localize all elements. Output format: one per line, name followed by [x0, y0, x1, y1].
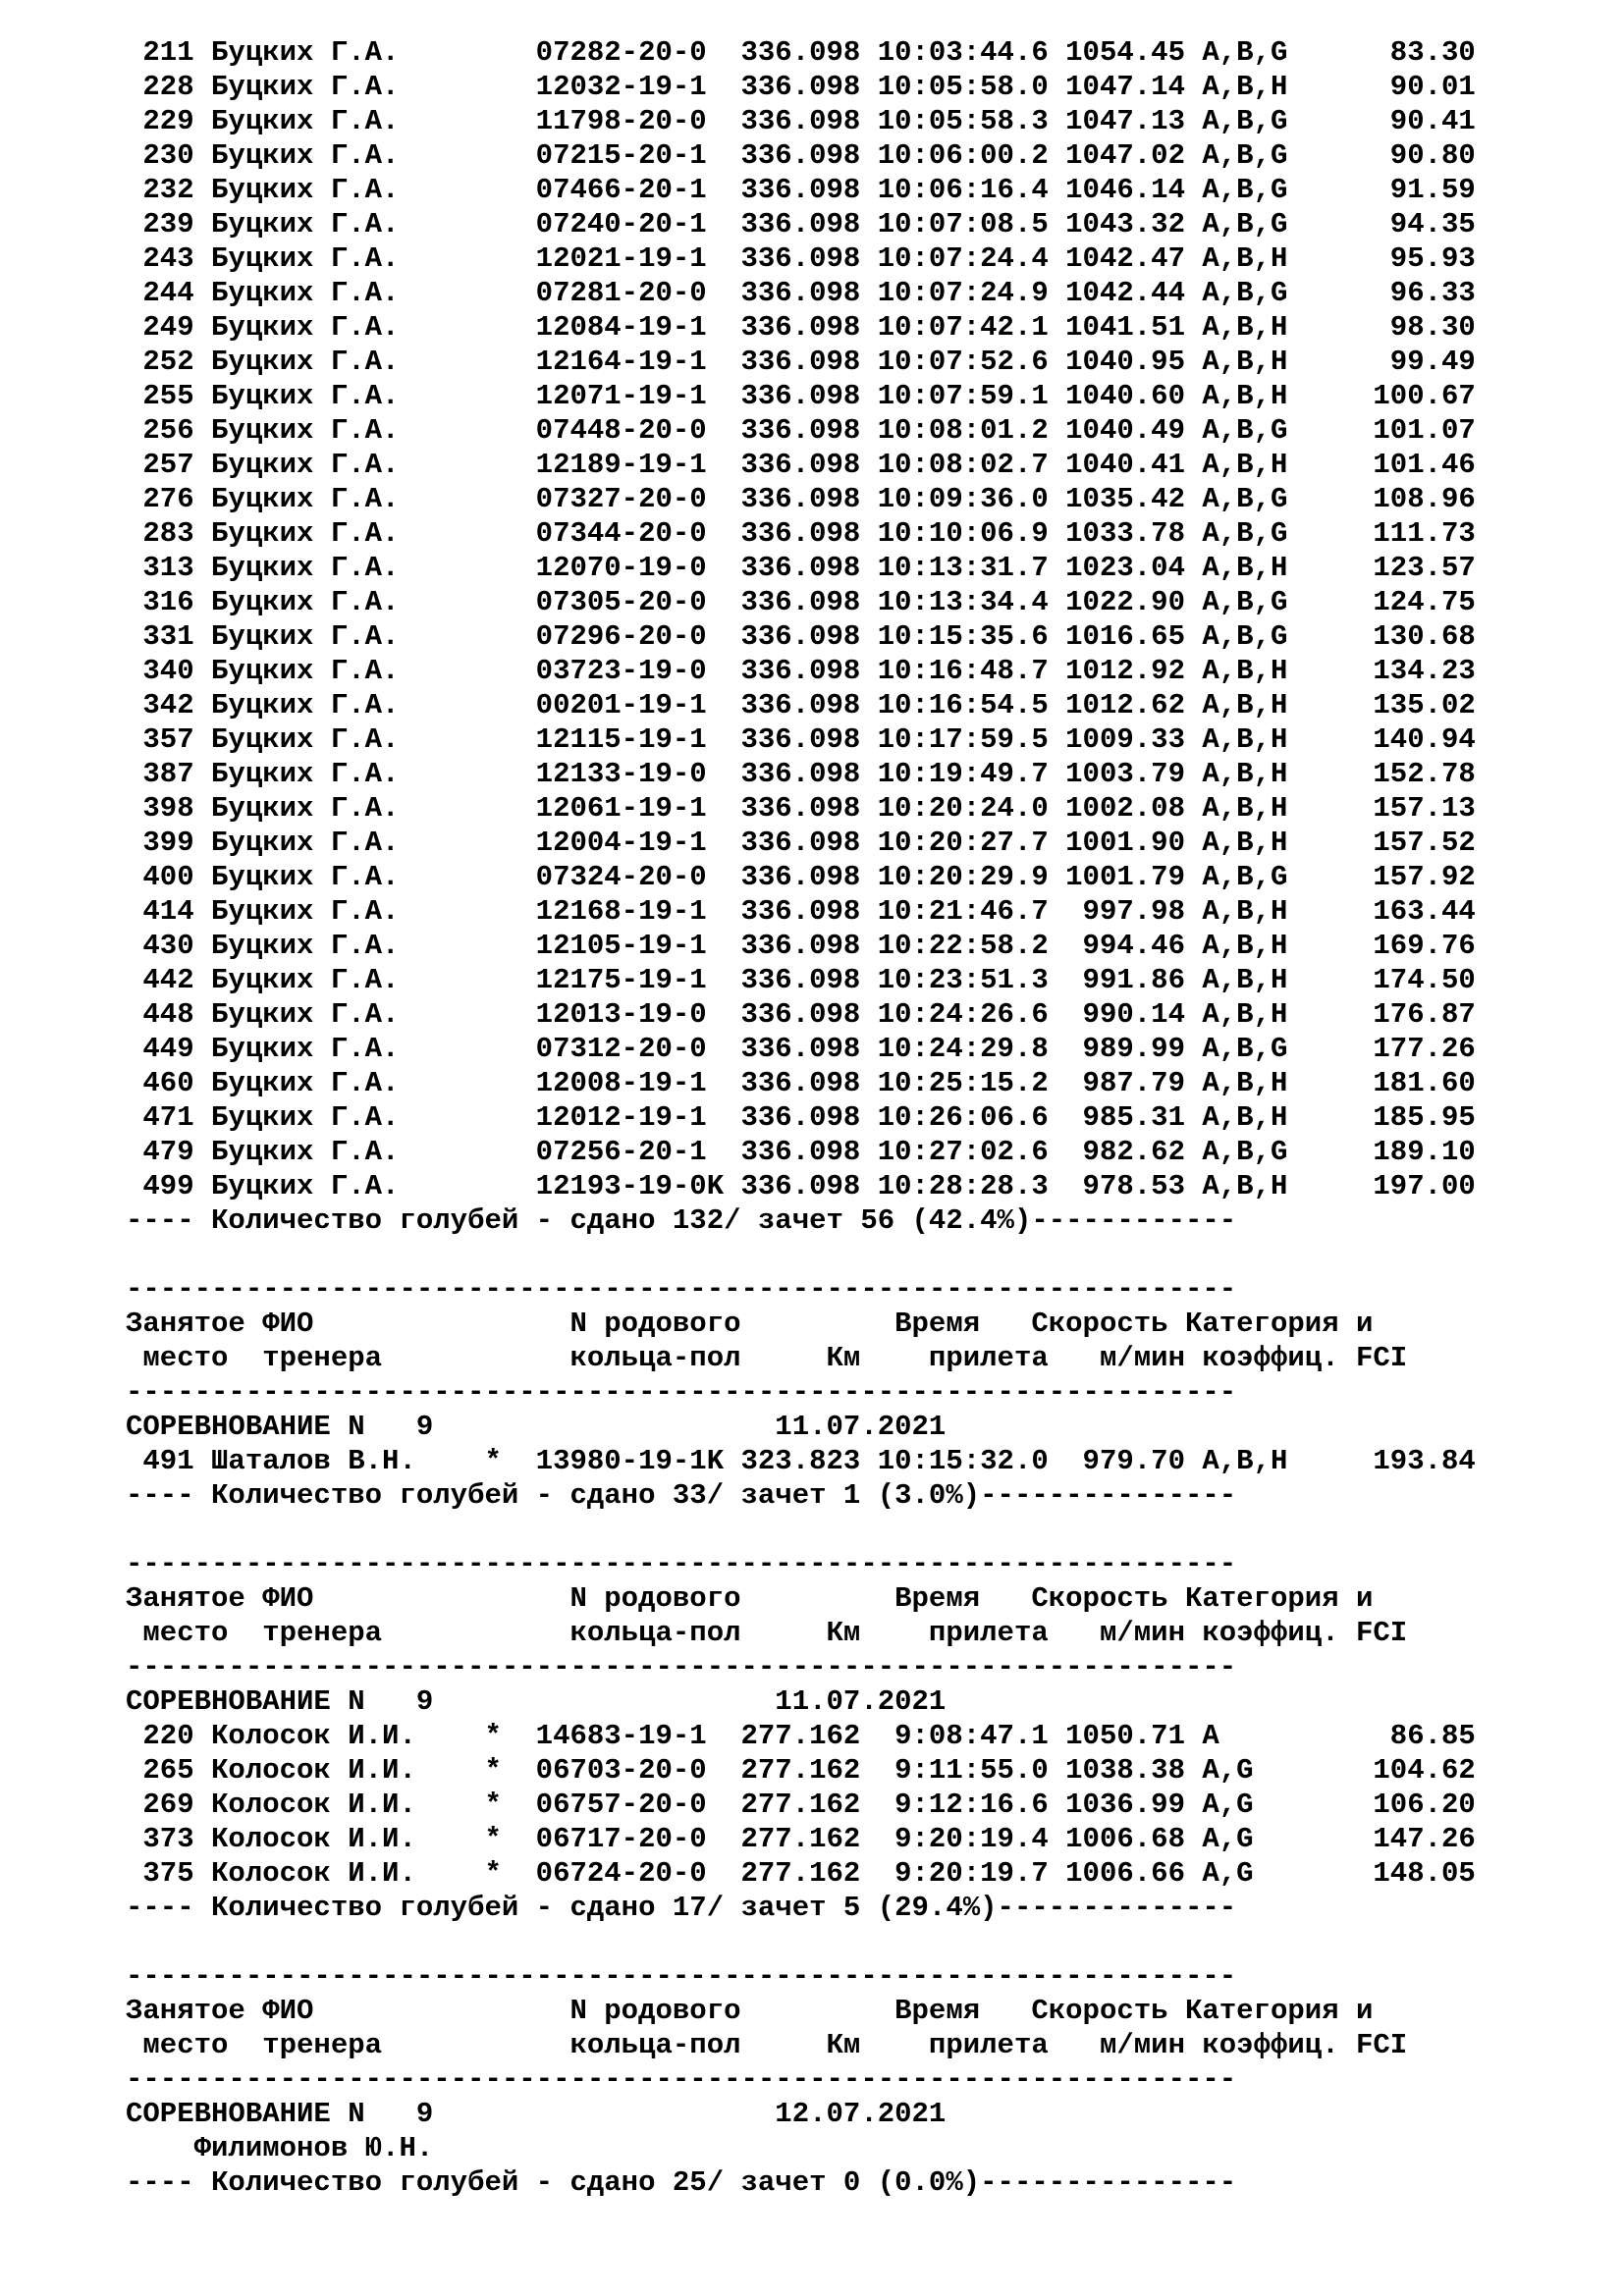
column-header: Занятое ФИО N родового Время Скорость Категория и	[126, 1308, 1374, 1340]
column-header: место тренера кольца-пол Км прилета м/мин коэффиц. FCI	[126, 2029, 1408, 2061]
result-row: 471 Буцких Г.А. 12012-19-1 336.098 10:26:06.6 985.31 A,B,H 185.95	[126, 1101, 1476, 1134]
result-row: 230 Буцких Г.А. 07215-20-1 336.098 10:06:00.2 1047.02 A,B,G 90.80	[126, 139, 1476, 172]
result-row: 269 Колосок И.И. * 06757-20-0 277.162 9:12:16.6 1036.99 A,G 106.20	[126, 1789, 1476, 1821]
summary-line: ---- Количество голубей - сдано 33/ зачет 1 (3.0%)---------------	[126, 1479, 1237, 1512]
summary-line: ---- Количество голубей - сдано 132/ зачет 56 (42.4%)------------	[126, 1204, 1237, 1237]
result-row: 373 Колосок И.И. * 06717-20-0 277.162 9:20:19.4 1006.68 A,G 147.26	[126, 1823, 1476, 1855]
result-row: 283 Буцких Г.А. 07344-20-0 336.098 10:10:06.9 1033.78 A,B,G 111.73	[126, 517, 1476, 550]
result-row: 313 Буцких Г.А. 12070-19-0 336.098 10:13:31.7 1023.04 A,B,H 123.57	[126, 552, 1476, 584]
result-row: 331 Буцких Г.А. 07296-20-0 336.098 10:15:35.6 1016.65 A,B,G 130.68	[126, 620, 1476, 653]
result-row: 491 Шаталов В.Н. * 13980-19-1K 323.823 10:15:32.0 979.70 A,B,H 193.84	[126, 1445, 1476, 1477]
result-row: 252 Буцких Г.А. 12164-19-1 336.098 10:07:52.6 1040.95 A,B,H 99.49	[126, 346, 1476, 378]
divider-line: -----------------------------------------------------------------	[126, 2063, 1237, 2096]
column-header: место тренера кольца-пол Км прилета м/мин коэффиц. FCI	[126, 1342, 1408, 1374]
divider-line: -----------------------------------------------------------------	[126, 1960, 1237, 1993]
column-header: Занятое ФИО N родового Время Скорость Категория и	[126, 1995, 1374, 2027]
divider-line: -----------------------------------------------------------------	[126, 1376, 1237, 1409]
result-row: 342 Буцких Г.А. 00201-19-1 336.098 10:16:54.5 1012.62 A,B,H 135.02	[126, 689, 1476, 721]
result-row: 211 Буцких Г.А. 07282-20-0 336.098 10:03:44.6 1054.45 A,B,G 83.30	[126, 36, 1476, 69]
result-row: 479 Буцких Г.А. 07256-20-1 336.098 10:27:02.6 982.62 A,B,G 189.10	[126, 1136, 1476, 1168]
competition-line: СОРЕВНОВАНИЕ N 9 11.07.2021	[126, 1411, 947, 1443]
blank-line	[126, 1513, 1476, 1547]
divider-line: -----------------------------------------------------------------	[126, 1651, 1237, 1683]
result-row: 448 Буцких Г.А. 12013-19-0 336.098 10:24:26.6 990.14 A,B,H 176.87	[126, 998, 1476, 1031]
result-row: 414 Буцких Г.А. 12168-19-1 336.098 10:21:46.7 997.98 A,B,H 163.44	[126, 895, 1476, 928]
result-row: 249 Буцких Г.А. 12084-19-1 336.098 10:07:42.1 1041.51 A,B,H 98.30	[126, 311, 1476, 344]
result-row: 357 Буцких Г.А. 12115-19-1 336.098 10:17:59.5 1009.33 A,B,H 140.94	[126, 723, 1476, 756]
column-header: место тренера кольца-пол Км прилета м/мин коэффиц. FCI	[126, 1617, 1408, 1649]
result-row: 430 Буцких Г.А. 12105-19-1 336.098 10:22:58.2 994.46 A,B,H 169.76	[126, 930, 1476, 962]
result-row: 256 Буцких Г.А. 07448-20-0 336.098 10:08:01.2 1040.49 A,B,G 101.07	[126, 414, 1476, 447]
summary-line: ---- Количество голубей - сдано 25/ зачет 0 (0.0%)---------------	[126, 2166, 1237, 2199]
result-row: 398 Буцких Г.А. 12061-19-1 336.098 10:20:24.0 1002.08 A,B,H 157.13	[126, 792, 1476, 825]
result-row: 449 Буцких Г.А. 07312-20-0 336.098 10:24:29.8 989.99 A,B,G 177.26	[126, 1033, 1476, 1065]
divider-line: -----------------------------------------------------------------	[126, 1273, 1237, 1306]
result-row: 316 Буцких Г.А. 07305-20-0 336.098 10:13:34.4 1022.90 A,B,G 124.75	[126, 586, 1476, 618]
result-row: 220 Колосок И.И. * 14683-19-1 277.162 9:08:47.1 1050.71 A 86.85	[126, 1720, 1476, 1752]
result-row: 239 Буцких Г.А. 07240-20-1 336.098 10:07:08.5 1043.32 A,B,G 94.35	[126, 208, 1476, 240]
result-row: 255 Буцких Г.А. 12071-19-1 336.098 10:07:59.1 1040.60 A,B,H 100.67	[126, 380, 1476, 412]
result-row: 228 Буцких Г.А. 12032-19-1 336.098 10:05:58.0 1047.14 A,B,H 90.01	[126, 71, 1476, 103]
competition-line: СОРЕВНОВАНИЕ N 9 12.07.2021	[126, 2098, 947, 2130]
summary-line: ---- Количество голубей - сдано 17/ зачет 5 (29.4%)--------------	[126, 1892, 1237, 1924]
divider-line: -----------------------------------------------------------------	[126, 1548, 1237, 1580]
result-row: 499 Буцких Г.А. 12193-19-0K 336.098 10:28:28.3 978.53 A,B,H 197.00	[126, 1170, 1476, 1202]
result-row: 387 Буцких Г.А. 12133-19-0 336.098 10:19:49.7 1003.79 A,B,H 152.78	[126, 758, 1476, 790]
result-row: 442 Буцких Г.А. 12175-19-1 336.098 10:23:51.3 991.86 A,B,H 174.50	[126, 964, 1476, 996]
blank-line	[126, 1238, 1476, 1272]
result-row: 265 Колосок И.И. * 06703-20-0 277.162 9:11:55.0 1038.38 A,G 104.62	[126, 1754, 1476, 1787]
result-row: 399 Буцких Г.А. 12004-19-1 336.098 10:20:27.7 1001.90 A,B,H 157.52	[126, 827, 1476, 859]
result-row: 257 Буцких Г.А. 12189-19-1 336.098 10:08:02.7 1040.41 A,B,H 101.46	[126, 449, 1476, 481]
result-row: 375 Колосок И.И. * 06724-20-0 277.162 9:20:19.7 1006.66 A,G 148.05	[126, 1857, 1476, 1890]
result-row: 229 Буцких Г.А. 11798-20-0 336.098 10:05:58.3 1047.13 A,B,G 90.41	[126, 105, 1476, 137]
result-row: 276 Буцких Г.А. 07327-20-0 336.098 10:09:36.0 1035.42 A,B,G 108.96	[126, 483, 1476, 515]
result-row: 460 Буцких Г.А. 12008-19-1 336.098 10:25:15.2 987.79 A,B,H 181.60	[126, 1067, 1476, 1099]
competition-line: СОРЕВНОВАНИЕ N 9 11.07.2021	[126, 1685, 947, 1718]
blank-line	[126, 1925, 1476, 1959]
trainer-line: Филимонов Ю.Н.	[126, 2132, 434, 2164]
column-header: Занятое ФИО N родового Время Скорость Категория и	[126, 1582, 1374, 1615]
result-row: 400 Буцких Г.А. 07324-20-0 336.098 10:20:29.9 1001.79 A,B,G 157.92	[126, 861, 1476, 893]
result-row: 244 Буцких Г.А. 07281-20-0 336.098 10:07:24.9 1042.44 A,B,G 96.33	[126, 277, 1476, 309]
results-document	[126, 35, 1476, 2200]
result-row: 232 Буцких Г.А. 07466-20-1 336.098 10:06:16.4 1046.14 A,B,G 91.59	[126, 174, 1476, 206]
result-row: 243 Буцких Г.А. 12021-19-1 336.098 10:07:24.4 1042.47 A,B,H 95.93	[126, 242, 1476, 275]
result-row: 340 Буцких Г.А. 03723-19-0 336.098 10:16:48.7 1012.92 A,B,H 134.23	[126, 655, 1476, 687]
